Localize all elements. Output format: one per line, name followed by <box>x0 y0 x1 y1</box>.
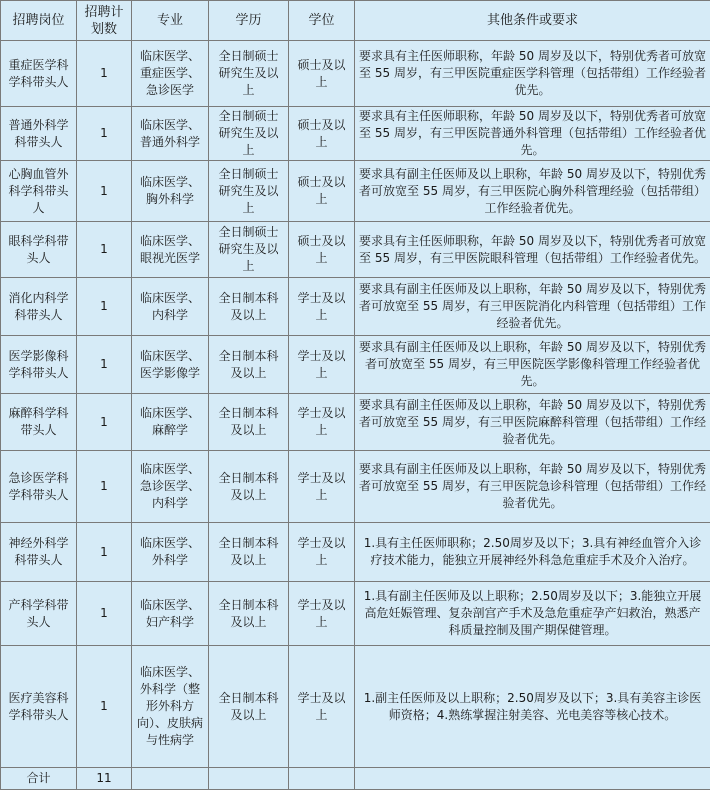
cell-requirements: 要求具有副主任医师及以上职称，年龄 50 周岁及以下，特别优秀者可放宽至 55 周岁，有三甲医院麻醉科管理（包括带组）工作经验者优先。 <box>355 394 710 451</box>
cell-requirements: 要求具有副主任医师及以上职称，年龄 50 周岁及以下，特别优秀者可放宽至 55 周岁，有三甲医院医学影像科管理工作经验者优先。 <box>355 336 710 394</box>
cell-count: 1 <box>77 161 132 222</box>
cell-position: 普通外科学科带头人 <box>1 107 77 161</box>
header-position: 招聘岗位 <box>1 1 77 41</box>
cell-degree: 学士及以上 <box>289 451 355 523</box>
cell-degree: 学士及以上 <box>289 646 355 768</box>
cell-education: 全日制本科及以上 <box>209 451 289 523</box>
cell-requirements: 要求具有主任医师职称，年龄 50 周岁及以下，特别优秀者可放宽至 55 周岁，有三甲医院重症医学科管理（包括带组）工作经验者优先。 <box>355 41 710 107</box>
cell-degree: 学士及以上 <box>289 582 355 646</box>
cell-position: 医疗美容科学科带头人 <box>1 646 77 768</box>
cell-requirements: 要求具有主任医师职称，年龄 50 周岁及以下，特别优秀者可放宽至 55 周岁，有三甲医院普通外科管理（包括带组）工作经验者优先。 <box>355 107 710 161</box>
cell-major: 临床医学、急诊医学、内科学 <box>132 451 209 523</box>
cell-degree: 学士及以上 <box>289 394 355 451</box>
cell-education: 全日制本科及以上 <box>209 523 289 582</box>
table-row <box>1 107 710 161</box>
cell-count: 1 <box>77 336 132 394</box>
empty-cell <box>209 768 289 790</box>
header-count: 招聘计划数 <box>77 1 132 41</box>
cell-count: 1 <box>77 41 132 107</box>
cell-education: 全日制硕士研究生及以上 <box>209 222 289 278</box>
table-row <box>1 582 710 646</box>
cell-education: 全日制硕士研究生及以上 <box>209 41 289 107</box>
cell-count: 1 <box>77 222 132 278</box>
cell-count: 1 <box>77 582 132 646</box>
cell-count: 1 <box>77 394 132 451</box>
cell-requirements: 1.具有副主任医师及以上职称；2.50周岁及以下；3.能独立开展高危妊娠管理、复杂剖宫产手术及急危重症孕产妇救治，熟悉产科质量控制及围产期保健管理。 <box>355 582 710 646</box>
cell-degree: 学士及以上 <box>289 523 355 582</box>
cell-education: 全日制本科及以上 <box>209 336 289 394</box>
table-row <box>1 161 710 222</box>
total-count: 11 <box>77 768 132 790</box>
cell-major: 临床医学、医学影像学 <box>132 336 209 394</box>
cell-education: 全日制本科及以上 <box>209 278 289 336</box>
cell-education: 全日制本科及以上 <box>209 646 289 768</box>
table-row <box>1 41 710 107</box>
table-row <box>1 336 710 394</box>
cell-requirements: 要求具有副主任医师及以上职称，年龄 50 周岁及以下，特别优秀者可放宽至 55 周岁，有三甲医院心胸外科管理经验（包括带组）工作经验者优先。 <box>355 161 710 222</box>
cell-major: 临床医学、普通外科学 <box>132 107 209 161</box>
cell-degree: 学士及以上 <box>289 278 355 336</box>
cell-requirements: 1.具有主任医师职称；2.50周岁及以下；3.具有神经血管介入诊疗技术能力，能独立开展神经外科急危重症手术及介入治疗。 <box>355 523 710 582</box>
cell-requirements: 要求具有副主任医师及以上职称，年龄 50 周岁及以下，特别优秀者可放宽至 55 周岁，有三甲医院急诊科管理（包括带组）工作经验者优先。 <box>355 451 710 523</box>
cell-requirements: 1.副主任医师及以上职称；2.50周岁及以下；3.具有美容主诊医师资格；4.熟练掌握注射美容、光电美容等核心技术。 <box>355 646 710 768</box>
cell-major: 临床医学、外科学（整形外科方向）、皮肤病与性病学 <box>132 646 209 768</box>
cell-major: 临床医学、麻醉学 <box>132 394 209 451</box>
cell-position: 心胸血管外科学科带头人 <box>1 161 77 222</box>
cell-education: 全日制硕士研究生及以上 <box>209 161 289 222</box>
table-row <box>1 523 710 582</box>
cell-position: 麻醉科学科带头人 <box>1 394 77 451</box>
cell-education: 全日制本科及以上 <box>209 582 289 646</box>
cell-degree: 硕士及以上 <box>289 161 355 222</box>
total-row <box>1 768 710 790</box>
cell-count: 1 <box>77 107 132 161</box>
table-row <box>1 394 710 451</box>
empty-cell <box>355 768 710 790</box>
cell-requirements: 要求具有主任医师职称，年龄 50 周岁及以下，特别优秀者可放宽至 55 周岁，有三甲医院眼科管理（包括带组）工作经验者优先。 <box>355 222 710 278</box>
table-row <box>1 646 710 768</box>
cell-major: 临床医学、外科学 <box>132 523 209 582</box>
cell-count: 1 <box>77 523 132 582</box>
cell-major: 临床医学、胸外科学 <box>132 161 209 222</box>
cell-degree: 硕士及以上 <box>289 41 355 107</box>
total-label: 合计 <box>1 768 77 790</box>
cell-major: 临床医学、重症医学、急诊医学 <box>132 41 209 107</box>
cell-major: 临床医学、内科学 <box>132 278 209 336</box>
table-row <box>1 278 710 336</box>
header-education: 学历 <box>209 1 289 41</box>
cell-count: 1 <box>77 646 132 768</box>
cell-position: 医学影像科学科带头人 <box>1 336 77 394</box>
cell-degree: 硕士及以上 <box>289 107 355 161</box>
cell-education: 全日制硕士研究生及以上 <box>209 107 289 161</box>
table-row <box>1 222 710 278</box>
cell-position: 产科学科带头人 <box>1 582 77 646</box>
cell-major: 临床医学、眼视光医学 <box>132 222 209 278</box>
cell-requirements: 要求具有副主任医师及以上职称，年龄 50 周岁及以下，特别优秀者可放宽至 55 周岁，有三甲医院消化内科管理（包括带组）工作经验者优先。 <box>355 278 710 336</box>
header-major: 专业 <box>132 1 209 41</box>
cell-degree: 硕士及以上 <box>289 222 355 278</box>
header-row <box>1 1 710 41</box>
table-row <box>1 451 710 523</box>
cell-major: 临床医学、妇产科学 <box>132 582 209 646</box>
cell-position: 急诊医学科学科带头人 <box>1 451 77 523</box>
header-degree: 学位 <box>289 1 355 41</box>
cell-position: 神经外科学科带头人 <box>1 523 77 582</box>
cell-position: 眼科学科带头人 <box>1 222 77 278</box>
empty-cell <box>289 768 355 790</box>
cell-degree: 学士及以上 <box>289 336 355 394</box>
cell-count: 1 <box>77 278 132 336</box>
header-requirements: 其他条件或要求 <box>355 1 710 41</box>
empty-cell <box>132 768 209 790</box>
cell-position: 重症医学科学科带头人 <box>1 41 77 107</box>
cell-education: 全日制本科及以上 <box>209 394 289 451</box>
cell-position: 消化内科学科带头人 <box>1 278 77 336</box>
cell-count: 1 <box>77 451 132 523</box>
